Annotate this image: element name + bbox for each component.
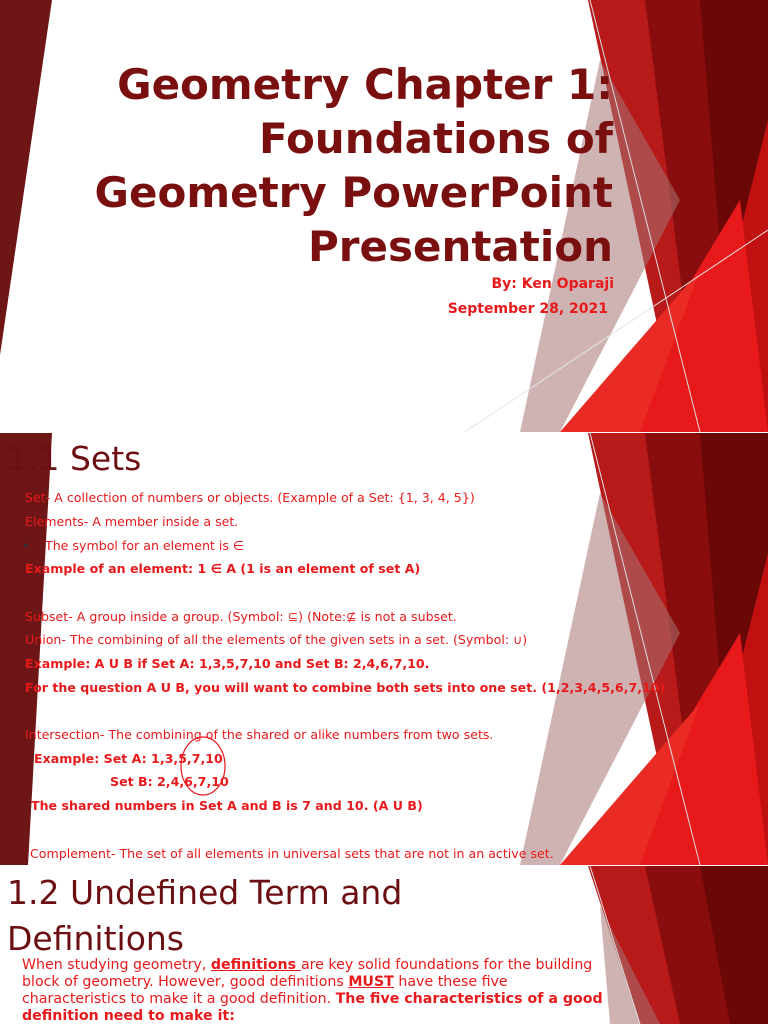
definitions-keyword: definitions: [210, 957, 301, 973]
union-example: Example: A U B if Set A: 1,3,5,7,10 and Set B: 2,4,6,7,10.: [25, 656, 430, 671]
bullet-icon: •: [22, 538, 30, 553]
union-question: For the question A U B, you will want to combine both sets into one set. (1,2,3,4,5,6,7,10): [25, 680, 666, 695]
para-text: When studying geometry,: [22, 957, 211, 973]
title-line: Foundations of: [258, 114, 613, 163]
complement-definition: Complement- The set of all elements in universal sets that are not in an active set.: [30, 846, 554, 861]
element-example: Example of an element: 1 ∈ A (1 is an element of set A): [25, 561, 421, 576]
definitions-paragraph: [22, 957, 607, 1024]
title-line: Geometry Chapter 1:: [117, 60, 613, 109]
slide-heading: 1.1 Sets: [7, 439, 142, 478]
elements-definition: Elements- A member inside a set.: [25, 514, 239, 529]
title-line: Geometry PowerPoint: [94, 168, 613, 217]
set-definition: Set- A collection of numbers or objects. (Example of a Set: {1, 3, 4, 5}): [25, 490, 475, 505]
set-b-example: Set B: 2,4,6,7,10: [110, 774, 229, 789]
para-text: are key solid foundations for the building block of geometry. However, good definitions: [22, 957, 593, 990]
author-line: By: Ken Oparaji: [491, 276, 614, 292]
intersection-definition: Intersection- The combining of the shared or alike numbers from two sets.: [25, 727, 494, 742]
slide-heading: 1.2 Undefined Term and Definitions: [7, 873, 403, 958]
element-symbol-note: The symbol for an element is ∈: [45, 538, 244, 553]
date-line: September 28, 2021: [447, 301, 608, 317]
subset-definition: Subset- A group inside a group. (Symbol: ⊆) (Note:⊈ is not a subset.: [25, 609, 457, 624]
para-text: have these five characteristics to make it a good definition.: [22, 974, 508, 1007]
title-slide: [0, 0, 768, 432]
title-line: Presentation: [307, 222, 613, 271]
undefined-terms-slide: [0, 866, 768, 1024]
sets-slide: [0, 433, 768, 865]
union-definition: Union- The combining of all the elements of the given sets in a set. (Symbol: ∪): [25, 632, 528, 647]
characteristics-lead: The five characteristics of a good definition need to make it:: [22, 991, 603, 1024]
set-a-example: Example: Set A: 1,3,5,7,10: [34, 751, 223, 766]
shared-numbers: The shared numbers in Set A and B is 7 and 10. (A U B): [31, 798, 423, 813]
must-keyword: MUST: [348, 974, 394, 990]
presentation-title: [53, 58, 613, 274]
